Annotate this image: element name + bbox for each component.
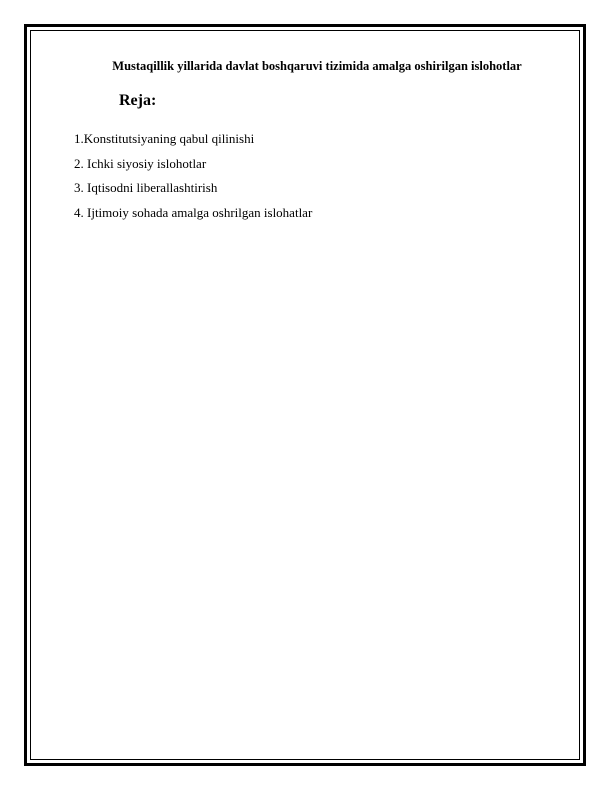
plan-item: 1.Konstitutsiyaning qabul qilinishi: [74, 131, 255, 146]
plan-item: 3. Iqtisodni liberallashtirish: [74, 180, 218, 195]
plan-item: 2. Ichki siyosiy islohotlar: [74, 155, 207, 171]
document-title: Mustaqillik yillarida davlat boshqaruvi tizimida amalga oshirilgan islohotlar: [112, 59, 522, 73]
plan-list: [74, 127, 312, 225]
plan-item: 4. Ijtimoiy sohada amalga oshrilgan islohatlar: [74, 204, 313, 220]
plan-heading: Reja:: [119, 92, 157, 109]
